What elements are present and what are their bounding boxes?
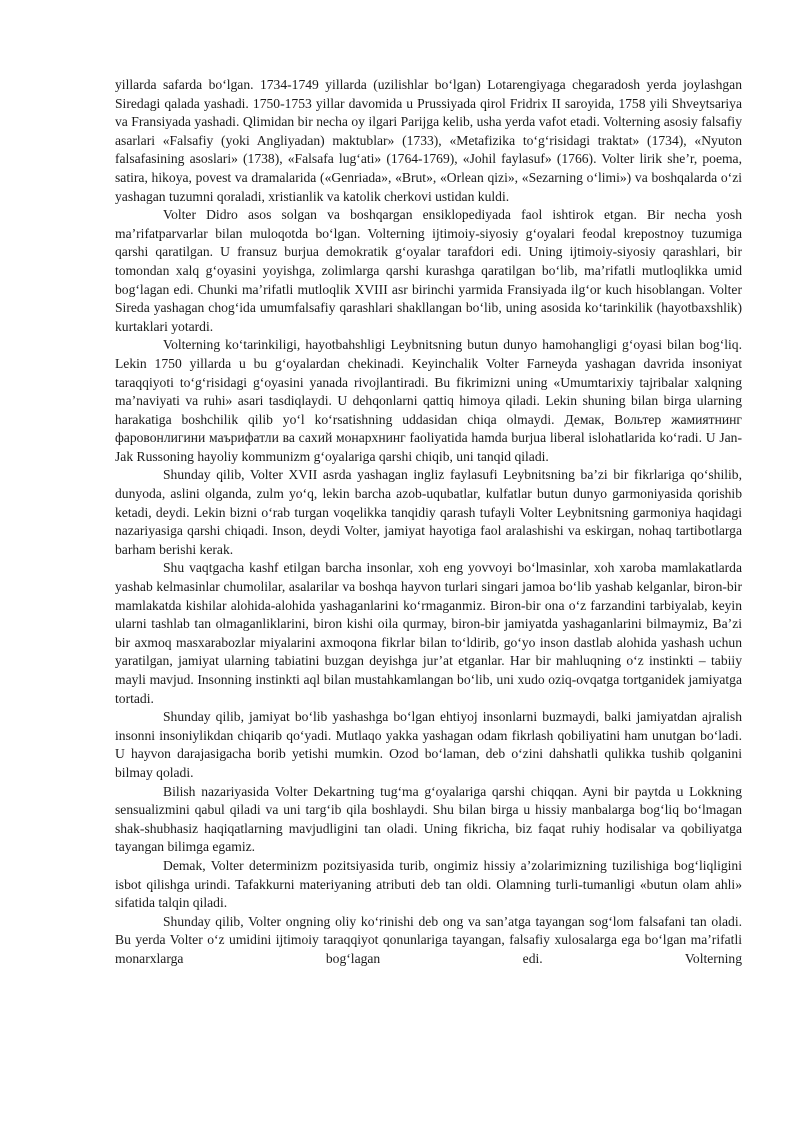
paragraph-3: Volterning ko‘tarinkiligi, hayotbahshligi Leybnitsning butun dunyo hamohangligi g‘oyasi bilan bog‘liq. Lekin 1750 yillarda u bu g‘oyalardan chekinadi. Keyinchalik Volter Farneyda yashagan davrida insoniyat taraqqiyoti to‘g‘risidagi g‘oyasini yanada rivojlantiradi. Bu fikrimizni uning «Umumtarixiy tajribalar xalqning ma’naviyati va ruhi» asari tasdiqlaydi. U dehqonlarni qattiq himoya qiladi. Lekin shuning bilan birga ularning harakatiga boshchilik qilib yo‘l ko‘rsatishning uddasidan chiqa olmaydi. Демак, Вольтер жамиятнинг фаровонлигини маърифатли ва сахий монархнинг faoliyatida hamda burjua liberal islohatlarida ko‘radi. U Jan-Jak Russoning hayoliy kommunizm g‘oyalariga qarshi chiqib, uni tanqid qiladi. [115,337,742,464]
document-page [115,76,742,969]
paragraph-5: Shu vaqtgacha kashf etilgan barcha insonlar, xoh eng yovvoyi bo‘lmasinlar, xoh xaroba mamlakatlarda yashab kelmasinlar chumolilar, asalarilar va boshqa hayvon turlari singari jamoa bo‘lib yashab kelganlar, biron-bir mamlakatda kishilar alohida-alohida yashaganlarini ko‘rmaganmiz. Biron-bir ona o‘z farzandini tarbiyalab, keyin ularni tashlab tan olmaganliklarini, biron kishi oila qurmay, biron-bir jamiyatda yashaganlarini bilmaymiz, Ba’zi bir axmoq masxarabozlar miyalarini axmoqona fikrlar bilan to‘ldirib, go‘yo inson dastlab alohida yashash uchun yaratilgan, jamiyat ularning tabiatini buzgan deyishga jur’at etganlar. Har bir mahluqning o‘z instinkti – tabiiy mayli mavjud. Insonning instinkti aql bilan mustahkamlangan bo‘lib, uni xudo oziq-ovqatga tortganidek jamiyatga tortadi. [115,560,742,706]
paragraph-4: Shunday qilib, Volter XVII asrda yashagan ingliz faylasufi Leybnitsning ba’zi bir fikrlariga qo‘shilib, dunyoda, aslini olganda, zulm yo‘q, lekin barcha azob-uqubatlar, kulfatlar butun dunyo garmoniyasida qorishib ketadi, deydi. Lekin bizni o‘rab turgan voqelikka tanqidiy qarash tufayli Volter Leybnitsning garmoniya haqidagi nazariyasiga qarshi chiqadi. Inson, deydi Volter, jamiyat hayotiga faol aralashishi va eskirgan, nohaq tartibotlarga barham berishi kerak. [115,467,742,557]
paragraph-8: Demak, Volter determinizm pozitsiyasida turib, ongimiz hissiy a’zolarimizning tuzilishiga bog‘liqligini isbot qilishga urindi. Tafakkurni materiyaning atributi deb tan oldi. Olamning turli-tumanligi «butun olam ahli» sifatida talqin qiladi. [115,857,742,911]
paragraph-2: Volter Didro asos solgan va boshqargan ensiklopediyada faol ishtirok etgan. Bir necha yosh ma’rifatparvarlar bilan muloqotda bo‘lgan. Volterning ijtimoiy-siyosiy g‘oyalari feodal krepostnoy tuzumiga qarshi qaratilgan. U fransuz burjua demokratik g‘oyalar tarafdori edi. Uning ijtimoiy-siyosiy qarashlari, bir tomondan xalq g‘oyasini yoyishga, zolimlarga qarshi kurashga qaratilgan bo‘lib, ma’rifatli mutloqlikka umid bog‘lagan edi. Chunki ma’rifatli mutloqlik XVIII asr birinchi yarmida Fransiyada ilg‘or kuch hisoblangan. Volter Sireda yashagan chog‘ida umumfalsafiy qarashlari shakllangan bo‘lib, uning asosida ko‘tarinkilik (hayotbaxshlik) kurtaklari yotardi. [115,207,742,334]
paragraph-7: Bilish nazariyasida Volter Dekartning tug‘ma g‘oyalariga qarshi chiqqan. Ayni bir paytda u Lokkning sensualizmini qabul qiladi va uni targ‘ib qila boshlaydi. Shu bilan birga u hissiy manbalarga bog‘liq bo‘lmagan shak-shubhasiz haqiqatlarning mavjudligini tan oladi. Uning fikricha, biz faqat ruhiy hodisalar va qobiliyatga tayangan bilimga egamiz. [115,783,742,855]
paragraph-1: yillarda safarda bo‘lgan. 1734-1749 yillarda (uzilishlar bo‘lgan) Lotarengiyaga chegaradosh yerda joylashgan Siredagi qalada yashadi. 1750-1753 yillar davomida u Prussiyada qirol Fridrix II saroyida, 1758 yili Shveytsariya va Fransiyada yashadi. Qlimidan bir necha oy ilgari Parijga kelib, usha yerda vafot etadi. Volterning asosiy falsafiy asarlari «Falsafiy (yoki Angliyadan) maktublar» (1733), «Metafizika to‘g‘risidagi traktat» (1734), «Nyuton falsafasining asoslari» (1738), «Falsafa lug‘ati» (1764-1769), «Johil faylasuf» (1766). Volter lirik she’r, poema, satira, hikoya, povest va dramalarida («Genriada», «Brut», «Orlean qizi», «Sezarning o‘limi») va boshqalarda o‘zi yashagan tuzumni qoraladi, xristianlik va katolik cherkovi ustidan kuldi. [115,77,742,204]
paragraph-9: Shunday qilib, Volter ongning oliy ko‘rinishi deb ong va san’atga tayangan sog‘lom falsafani tan oladi. Bu yerda Volter o‘z umidini ijtimoiy taraqqiyot qonunlariga tayangan, falsafiy xulosalarga ega bo‘lgan ma’rifatli monarxlarga bog‘lagan edi. Volterning [115,913,742,966]
paragraph-6: Shunday qilib, jamiyat bo‘lib yashashga bo‘lgan ehtiyoj insonlarni buzmaydi, balki jamiyatdan ajralish insonni insoniylikdan chiqarib qo‘yadi. Mutlaqo yakka yashagan odam fikrlash qobiliyatini ham unutgan bo‘ladi. U hayvon darajasigacha borib yetishi mumkin. Ozod bo‘laman, deb o‘zini dahshatli qulikka tushib qolganini bilmay qoladi. [115,709,742,780]
